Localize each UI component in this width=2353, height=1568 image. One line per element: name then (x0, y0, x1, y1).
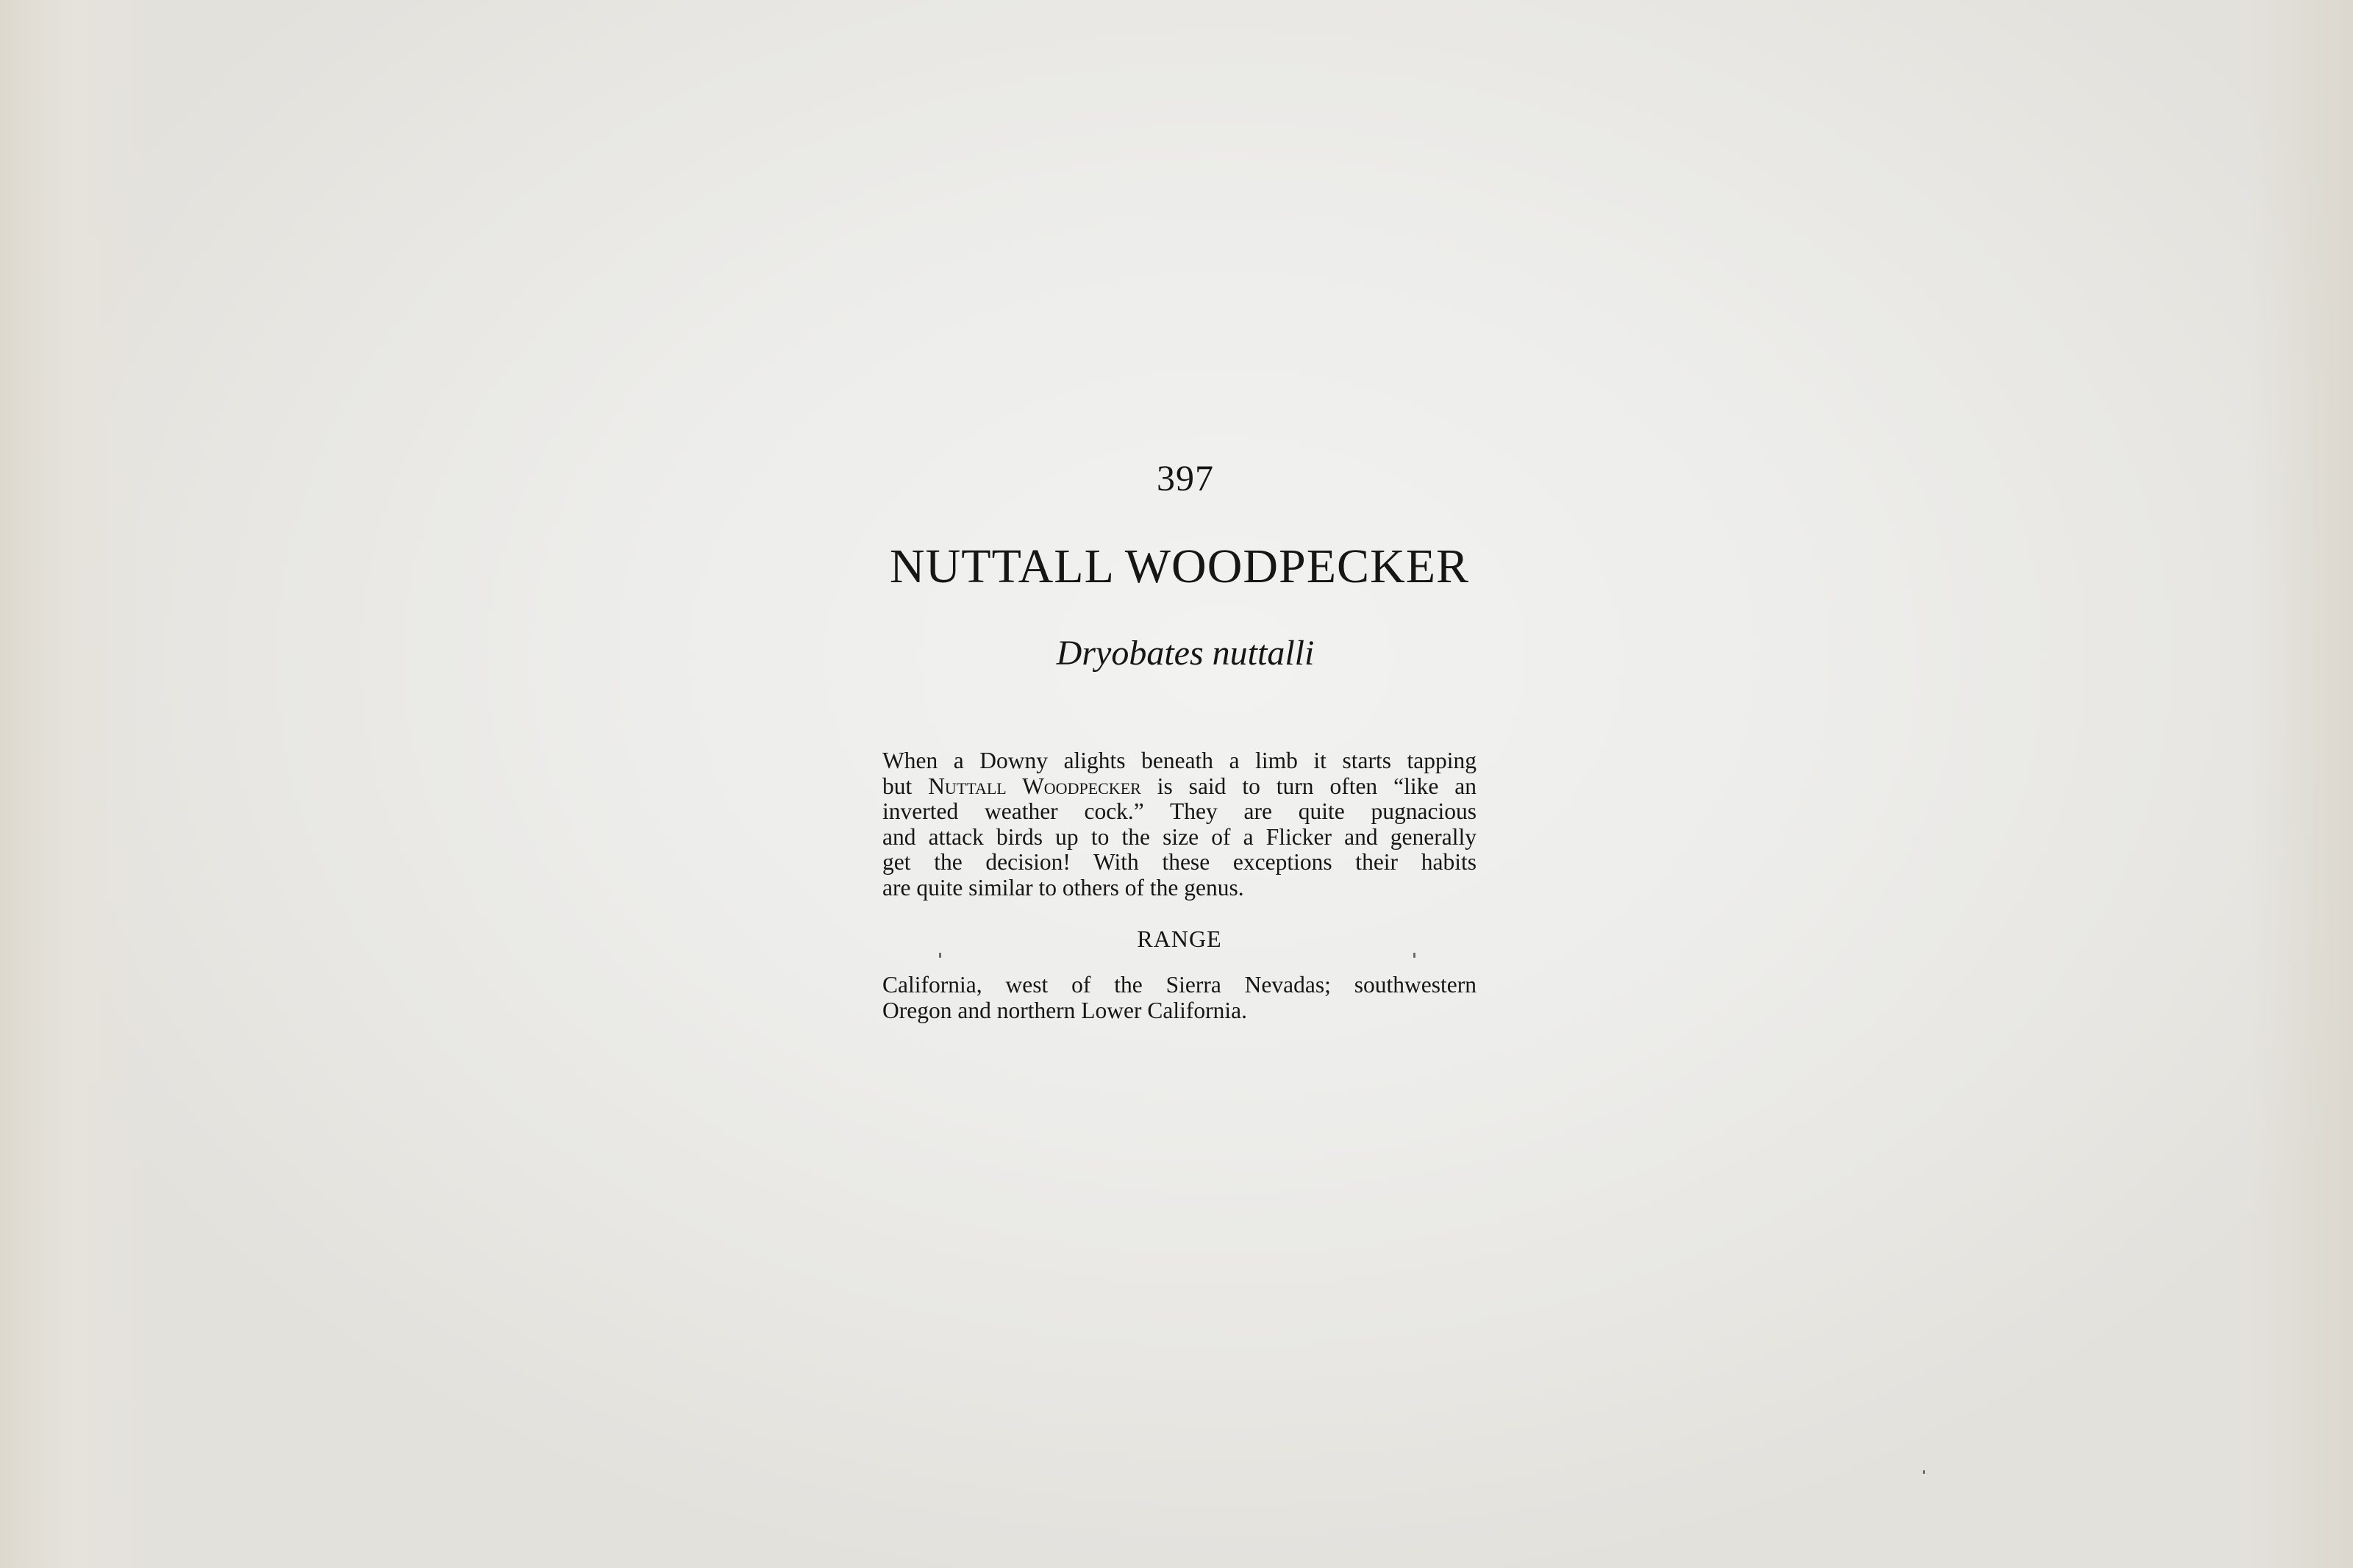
page-content (882, 448, 1477, 1023)
page-title: NUTTALL WOODPECKER (889, 540, 1470, 593)
description-line: but Nuttall Woodpecker is said to turn often “like an (882, 773, 1477, 799)
scientific-name: Dryobates nuttalli (1056, 634, 1315, 673)
paper-speck (939, 953, 941, 958)
page-number: 397 (1157, 457, 1214, 498)
description-line: When a Downy alights beneath a limb it starts tapping (882, 748, 1477, 773)
range-heading: RANGE (1137, 926, 1222, 952)
species-name-small-caps: Nuttall Woodpecker (928, 773, 1141, 799)
description-line: and attack birds up to the size of a Flicker and generally (882, 823, 1477, 850)
range-paragraph (882, 973, 1477, 1023)
description-paragraph (882, 748, 1477, 901)
range-line: California, west of the Sierra Nevadas; southwestern (882, 972, 1477, 998)
description-line: inverted weather cock.” They are quite pugnacious (882, 798, 1477, 824)
description-line: are quite similar to others of the genus. (882, 874, 1244, 901)
range-line: Oregon and northern Lower California. (882, 997, 1247, 1023)
paper-speck (1923, 1470, 1925, 1474)
paper-speck (1413, 953, 1415, 958)
description-line: get the decision! With these exceptions their habits (882, 849, 1477, 875)
